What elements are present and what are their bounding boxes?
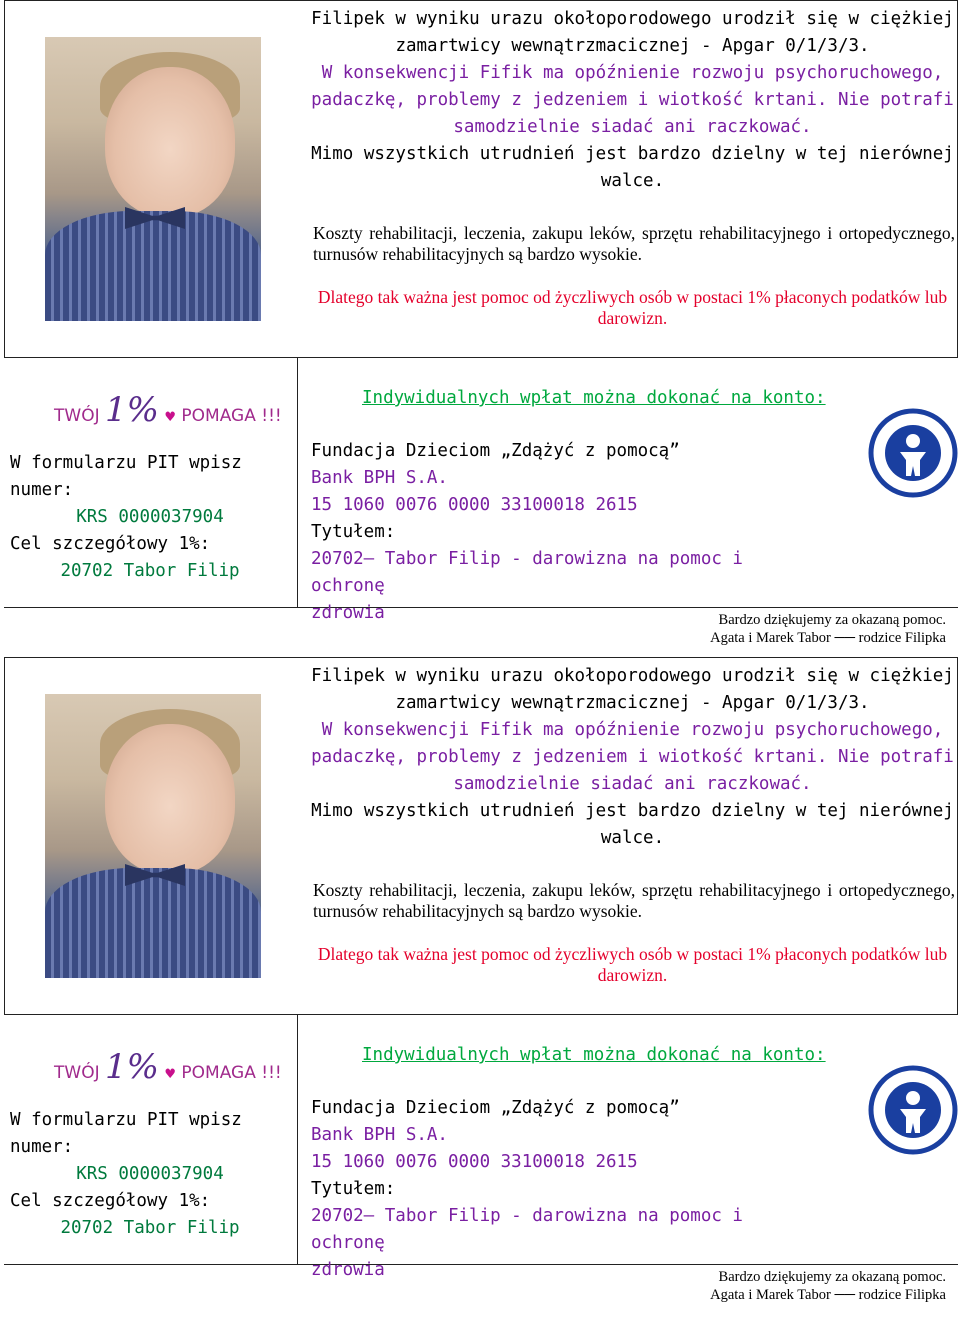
cel-label: Cel szczegółowy 1%: [10,1191,211,1211]
costs-paragraph: Koszty rehabilitacji, leczenia, zakupu leków, sprzętu rehabilitacyjnego i ortopedycznego, turnusów rehabilitacyjnych są bardzo wysokie. [313,880,955,921]
pomaga-text: POMAGA !!! [181,1063,282,1083]
pit-line: W formularzu PIT wpisz [10,1110,242,1130]
story-line: padaczkę, problemy z jedzeniem i wiotkość krtani. [311,747,828,767]
story-line: zamartwicy wewnątrzmacicznej - Apgar 0/1/3/3. [395,693,870,713]
pit-box [4,1015,298,1265]
donation-section [4,1015,958,1315]
photo-face [105,67,235,217]
konto-heading: Indywidualnych wpłat można dokonać na konto: [362,1045,826,1065]
title-value: 20702– Tabor Filip - darowizna na pomoc i ochronę [311,1206,743,1253]
story-text [310,6,955,195]
twoj-1-pomaga-logo [54,390,282,430]
thanks-line: Bardzo dziękujemy za okazaną pomoc. [718,612,946,628]
story-line: zamartwicy wewnątrzmacicznej - Apgar 0/1/3/3. [395,36,870,56]
photo-shirt [45,868,261,978]
title-label: Tytułem: [311,522,396,542]
krs-number: KRS 0000037904 [76,507,224,527]
pomaga-text: POMAGA !!! [181,406,282,426]
story-line: samodzielnie siadać ani raczkować. [453,117,812,137]
title-value: 20702– Tabor Filip - darowizna na pomoc i ochronę [311,549,743,596]
signature-line: Agata i Marek Tabor ── rodzice Filipka [710,630,946,646]
bank-details [311,438,811,627]
child-photo [45,37,261,321]
twoj-text: TWÓJ [54,1063,100,1083]
twoj-1-pomaga-logo [54,1047,282,1087]
one-percent-text: 1% [105,390,159,430]
pit-box [4,358,298,608]
bank-details [311,1095,811,1284]
costs-paragraph: Koszty rehabilitacji, leczenia, zakupu leków, sprzętu rehabilitacyjnego i ortopedycznego, turnusów rehabilitacyjnych są bardzo wysokie. [313,223,955,264]
thanks-text [710,1268,946,1304]
account-number: 15 1060 0076 0000 33100018 2615 [311,1152,638,1172]
signature-line: Agata i Marek Tabor ── rodzice Filipka [710,1287,946,1303]
donation-section [4,358,958,658]
child-photo [45,694,261,978]
story-line: Nie potrafi [827,90,954,110]
konto-heading: Indywidualnych wpłat można dokonać na konto: [362,388,826,408]
story-line: W konsekwencji Fifik ma opóźnienie rozwoju psychoruchowego, [321,63,944,83]
bank-name: Bank BPH S.A. [311,468,448,488]
pit-instructions [10,450,290,585]
story-section [4,657,958,1015]
foundation-logo-icon [868,408,958,498]
story-line: Nie potrafi [827,747,954,767]
heart-icon: ♥ [164,410,177,425]
story-line: Mimo wszystkich utrudnień jest bardzo dzielny w tej nierównej [311,144,954,164]
foundation-logo-icon [868,1065,958,1155]
cel-label: Cel szczegółowy 1%: [10,534,211,554]
photo-face [105,724,235,874]
story-line: Mimo wszystkich utrudnień jest bardzo dzielny w tej nierównej [311,801,954,821]
story-line: padaczkę, problemy z jedzeniem i wiotkość krtani. [311,90,828,110]
story-section [4,0,958,358]
story-text [310,663,955,852]
bank-name: Bank BPH S.A. [311,1125,448,1145]
thanks-text [710,611,946,647]
pit-line: W formularzu PIT wpisz [10,453,242,473]
account-number: 15 1060 0076 0000 33100018 2615 [311,495,638,515]
foundation-name: Fundacja Dzieciom „Zdążyć z pomocą” [311,441,680,461]
story-line: Filipek w wyniku urazu okołoporodowego urodził się w ciężkiej [311,666,954,686]
cel-value: 20702 Tabor Filip [60,561,240,581]
twoj-text: TWÓJ [54,406,100,426]
pit-instructions [10,1107,290,1242]
appeal-paragraph: Dlatego tak ważna jest pomoc od życzliwych osób w postaci 1% płaconych podatków lub darowizn. [317,944,948,985]
story-line: samodzielnie siadać ani raczkować. [453,774,812,794]
thanks-line: Bardzo dziękujemy za okazaną pomoc. [718,1269,946,1285]
heart-icon: ♥ [164,1067,177,1082]
story-line: walce. [600,171,665,191]
one-percent-text: 1% [105,1047,159,1087]
krs-number: KRS 0000037904 [76,1164,224,1184]
story-line: walce. [600,828,665,848]
title-value: zdrowia [311,1260,385,1280]
pit-line: numer: [10,480,74,500]
foundation-name: Fundacja Dzieciom „Zdążyć z pomocą” [311,1098,680,1118]
title-value: zdrowia [311,603,385,623]
appeal-paragraph: Dlatego tak ważna jest pomoc od życzliwych osób w postaci 1% płaconych podatków lub darowizn. [317,287,948,328]
title-label: Tytułem: [311,1179,396,1199]
cel-value: 20702 Tabor Filip [60,1218,240,1238]
story-line: W konsekwencji Fifik ma opóźnienie rozwoju psychoruchowego, [321,720,944,740]
story-line: Filipek w wyniku urazu okołoporodowego urodził się w ciężkiej [311,9,954,29]
pit-line: numer: [10,1137,74,1157]
photo-shirt [45,211,261,321]
